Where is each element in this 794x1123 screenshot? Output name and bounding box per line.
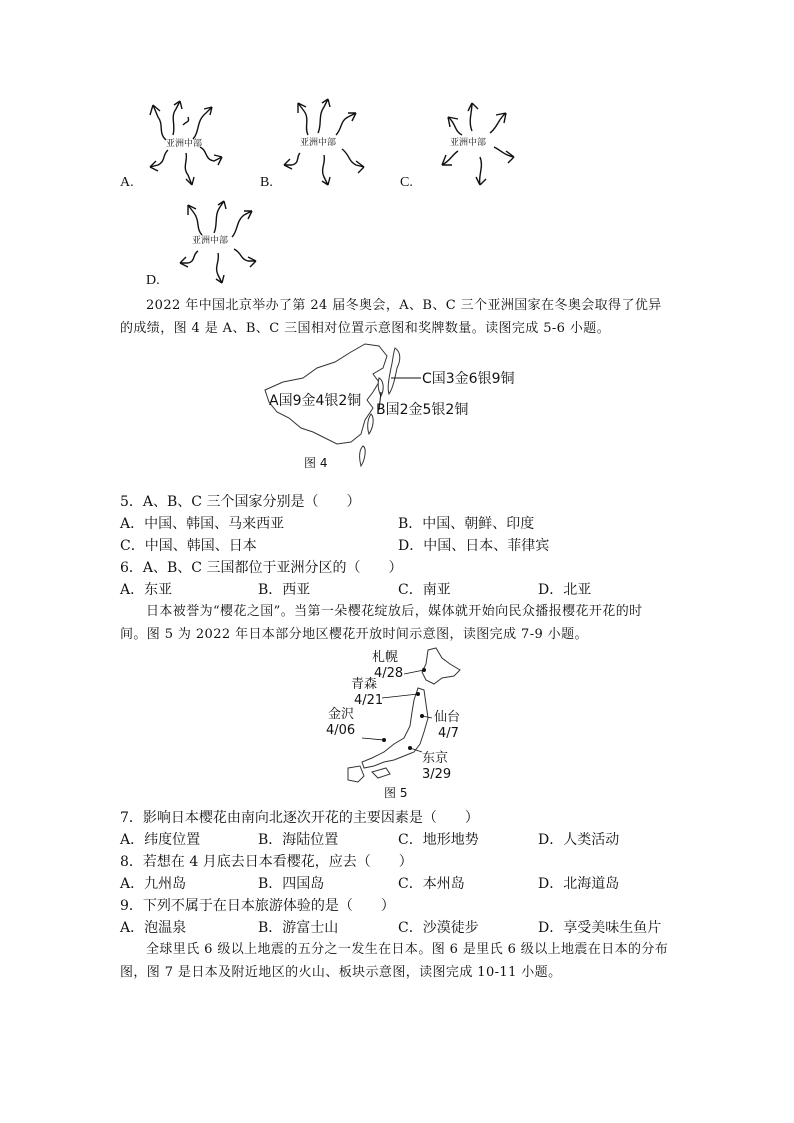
philippines-outline [368, 414, 373, 434]
question-5-option-b[interactable]: B．中国、朝鲜、印度 [398, 516, 535, 532]
question-7-stem: 7．影响日本樱花由南向北逐次开花的主要因素是（ ） [120, 810, 479, 826]
wind-diagram-b [278, 95, 378, 190]
question-6-option-a[interactable]: A．东亚 [120, 582, 173, 598]
intro-2-line-1: 日本被誉为“樱花之国”。当第一朵樱花绽放后，媒体就开始向民众播报樱花开花的时 [146, 604, 643, 619]
intro-paragraph-3 [120, 938, 676, 984]
wind-option-b[interactable] [258, 95, 378, 195]
intro-paragraph-1 [120, 294, 676, 340]
question-9-option-c[interactable]: C．沙漠徒步 [398, 920, 479, 936]
question-9-option-d[interactable]: D．享受美味生鱼片 [538, 920, 662, 936]
question-7-option-c[interactable]: C．地形地势 [398, 832, 479, 848]
wind-option-c[interactable] [398, 95, 528, 195]
question-9-stem: 9．下列不属于在日本旅游体验的是（ ） [120, 898, 395, 914]
tokyo-label: 东京 [422, 751, 449, 766]
question-8-option-c[interactable]: C．本州岛 [398, 876, 465, 892]
center-label: 亚洲中部 [192, 236, 229, 246]
question-8-option-b[interactable]: B．四国岛 [258, 876, 325, 892]
question-6-option-b[interactable]: B．西亚 [258, 582, 311, 598]
sapporo-label: 札幌 [372, 650, 399, 665]
question-6-option-c[interactable]: C．南亚 [398, 582, 451, 598]
question-9-option-a[interactable]: A．泡温泉 [120, 920, 187, 936]
intro-3-line-2: 图，图 7 是日本及附近地区的火山、板块示意图，读图完成 10-11 小题。 [120, 965, 562, 980]
question-6-option-d[interactable]: D．北亚 [538, 582, 592, 598]
kanazawa-date: 4/06 [326, 723, 356, 738]
wind-diagram-d [172, 195, 272, 290]
shikoku-outline [372, 768, 390, 778]
tokyo-date: 3/29 [422, 767, 452, 782]
figure-5-caption: 图 5 [384, 786, 408, 800]
center-label: 亚洲中部 [166, 139, 203, 149]
question-8-option-d[interactable]: D．北海道岛 [538, 876, 620, 892]
option-letter: D. [146, 273, 160, 288]
intro-1-line-1: 2022 年中国北京举办了第 24 届冬奥会，A、B、C 三个亚洲国家在冬奥会取得了优异 [146, 298, 662, 313]
figure-5-map [318, 644, 478, 784]
question-5-stem: 5．A、B、C 三个国家分别是（ ） [120, 494, 361, 510]
question-5-option-c[interactable]: C．中国、韩国、日本 [120, 538, 257, 554]
intro-3-line-1: 全球里氏 6 级以上地震的五分之一发生在日本。图 6 是里氏 6 级以上地震在日本的分布 [146, 942, 669, 957]
question-8-stem: 8．若想在 4 月底去日本看樱花，应去（ ） [120, 854, 413, 870]
option-letter: B. [260, 175, 273, 190]
kyushu-outline [348, 766, 364, 782]
japan-outline [388, 348, 400, 394]
question-5-option-a[interactable]: A．中国、韩国、马来西亚 [120, 516, 285, 532]
intro-1-line-2: 的成绩，图 4 是 A、B、C 三国相对位置示意图和奖牌数量。读图完成 5-6 小题。 [120, 321, 611, 336]
wind-diagram-c [428, 95, 528, 190]
option-letter: A. [120, 175, 134, 190]
sapporo-date: 4/28 [374, 666, 404, 681]
question-8-option-a[interactable]: A．九州岛 [120, 876, 187, 892]
sendai-date: 4/7 [438, 726, 459, 741]
wind-option-a[interactable] [118, 95, 238, 195]
question-7-option-b[interactable]: B．海陆位置 [258, 832, 339, 848]
country-b-label: B国2金5银2铜 [376, 402, 469, 418]
question-7-option-d[interactable]: D．人类活动 [538, 832, 620, 848]
aomori-label: 青森 [351, 677, 378, 692]
wind-option-d[interactable] [144, 195, 264, 295]
figure-4-caption: 图 4 [304, 456, 328, 470]
country-a-label: A国9金4银2铜 [269, 393, 362, 409]
question-9-option-b[interactable]: B．游富士山 [258, 920, 339, 936]
center-label: 亚洲中部 [450, 138, 487, 148]
figure-4-map [255, 338, 535, 473]
island-outline [360, 446, 365, 466]
sendai-label: 仙台 [434, 710, 461, 725]
kanazawa-label: 金沢 [328, 707, 355, 722]
intro-2-line-2: 间。图 5 为 2022 年日本部分地区樱花开放时间示意图，读图完成 7-9 小题。 [120, 627, 588, 642]
aomori-date: 4/21 [354, 693, 384, 708]
question-7-option-a[interactable]: A．纬度位置 [120, 832, 201, 848]
hokkaido-outline [422, 648, 460, 684]
question-5-option-d[interactable]: D．中国、日本、菲律宾 [398, 538, 550, 554]
intro-paragraph-2 [120, 600, 676, 646]
option-letter: C. [400, 175, 413, 190]
center-label: 亚洲中部 [300, 138, 337, 148]
question-6-stem: 6．A、B、C 三国都位于亚洲分区的（ ） [120, 560, 403, 576]
wind-diagram-a [138, 95, 238, 190]
country-c-label: C国3金6银9铜 [422, 371, 515, 387]
